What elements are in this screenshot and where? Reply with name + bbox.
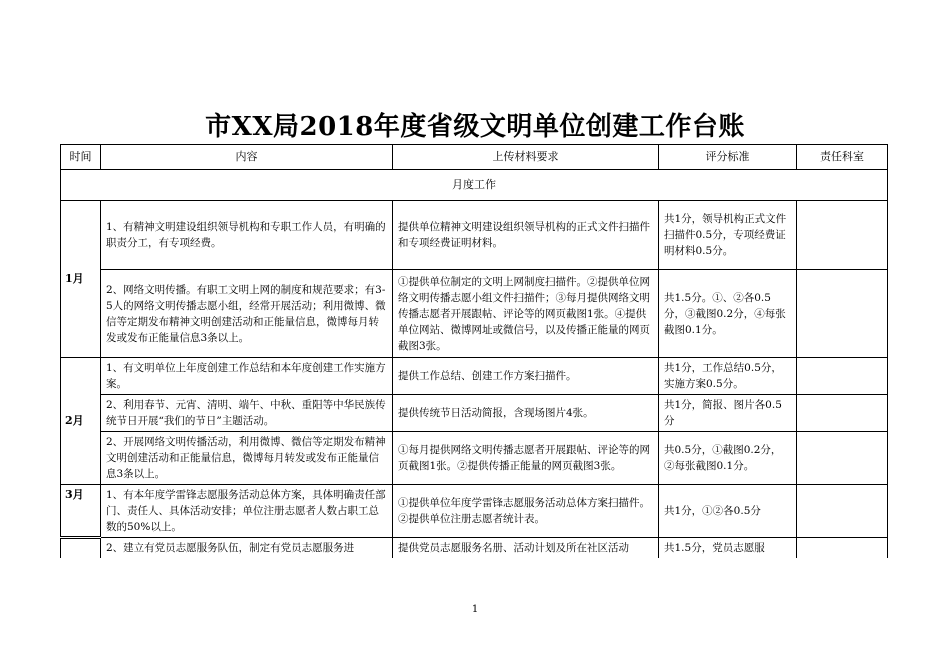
row-scoring: 共0.5分，①截图0.2分，②每张截图0.1分。 — [659, 432, 797, 485]
month-mar: 3月 — [61, 485, 101, 538]
row-dept — [797, 432, 888, 485]
table-row — [61, 201, 888, 270]
row-dept — [797, 358, 888, 395]
row-content: 2、利用春节、元宵、清明、端午、中秋、重阳等中华民族传统节日开展“我们的节日”主题活动。 — [101, 395, 393, 432]
table-row — [61, 538, 888, 559]
month-jan: 1月 — [61, 201, 101, 358]
row-scoring: 共1分，①②各0.5分 — [659, 485, 797, 538]
table-row — [61, 395, 888, 432]
row-scoring: 共1分，简报、图片各0.5分 — [659, 395, 797, 432]
row-materials: 提供单位精神文明建设组织领导机构的正式文件扫描件和专项经费证明材料。 — [393, 201, 659, 270]
page-number: 1 — [471, 604, 479, 615]
row-scoring: 共1分，领导机构正式文件扫描件0.5分，专项经费证明材料0.5分。 — [659, 201, 797, 270]
row-scoring: 共1.5分，党员志愿服 — [659, 538, 797, 559]
header-time: 时间 — [61, 145, 101, 170]
section-row — [61, 170, 888, 201]
row-content: 2、建立有党员志愿服务队伍，制定有党员志愿服务进 — [101, 538, 393, 559]
row-dept — [797, 538, 888, 559]
row-materials: 提供工作总结、创建工作方案扫描件。 — [393, 358, 659, 395]
section-label: 月度工作 — [61, 170, 888, 201]
header-materials: 上传材料要求 — [393, 145, 659, 170]
header-scoring: 评分标准 — [659, 145, 797, 170]
header-content: 内容 — [101, 145, 393, 170]
row-dept — [797, 485, 888, 538]
month-mar-continued — [61, 538, 101, 559]
row-dept — [797, 395, 888, 432]
table-row — [61, 358, 888, 395]
row-scoring: 共1分，工作总结0.5分，实施方案0.5分。 — [659, 358, 797, 395]
row-scoring: 共1.5分。①、②各0.5分，③截图0.2分，④每张截图0.1分。 — [659, 270, 797, 358]
table-row — [61, 270, 888, 358]
row-materials: 提供党员志愿服务名册、活动计划及所在社区活动 — [393, 538, 659, 559]
row-dept — [797, 270, 888, 358]
row-content: 2、网络文明传播。有职工文明上网的制度和规范要求；有3-5人的网络文明传播志愿小组，经常开展活动；利用微博、微信等定期发布精神文明创建活动和正能量信息，微博每月转发或发布正能量信息3条以上。 — [101, 270, 393, 358]
row-materials: 提供传统节日活动简报，含现场图片4张。 — [393, 395, 659, 432]
table-header-row — [61, 145, 888, 170]
row-content: 1、有本年度学雷锋志愿服务活动总体方案，具体明确责任部门、责任人、具体活动安排；单位注册志愿者人数占职工总数的50%以上。 — [101, 485, 393, 538]
document-title: 市XX局2018年度省级文明单位创建工作台账 — [205, 112, 745, 142]
row-content: 2、开展网络文明传播活动，利用微博、微信等定期发布精神文明创建活动和正能量信息，微博每月转发或发布正能量信息3条以上。 — [101, 432, 393, 485]
row-materials: ①每月提供网络文明传播志愿者开展跟帖、评论等的网页截图1张。②提供传播正能量的网页截图3张。 — [393, 432, 659, 485]
row-content: 1、有文明单位上年度创建工作总结和本年度创建工作实施方案。 — [101, 358, 393, 395]
row-materials: ①提供单位年度学雷锋志愿服务活动总体方案扫描件。②提供单位注册志愿者统计表。 — [393, 485, 659, 538]
row-materials: ①提供单位制定的文明上网制度扫描件。②提供单位网络文明传播志愿小组文件扫描件；③每月提供网络文明传播志愿者开展跟帖、评论等的网页截图1张。④提供单位网站、微博网址或微信号，以及传播正能量的网页截图3张。 — [393, 270, 659, 358]
header-dept: 责任科室 — [797, 145, 888, 170]
row-dept — [797, 201, 888, 270]
table-row — [61, 485, 888, 538]
work-ledger-table — [60, 144, 888, 558]
month-feb: 2月 — [61, 358, 101, 485]
row-content: 1、有精神文明建设组织领导机构和专职工作人员，有明确的职责分工，有专项经费。 — [101, 201, 393, 270]
table-row — [61, 432, 888, 485]
